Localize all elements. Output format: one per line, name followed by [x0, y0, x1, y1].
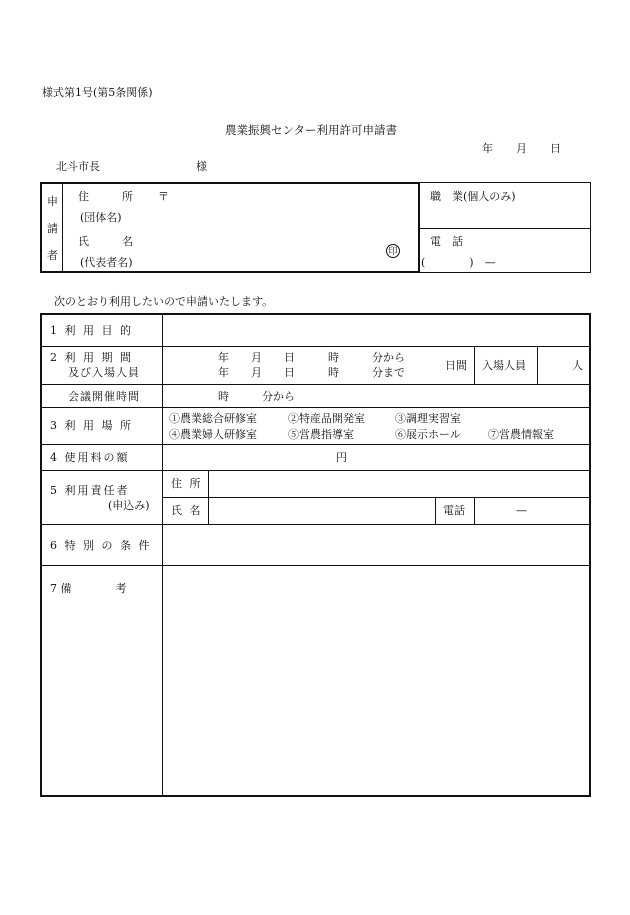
resp-phone-label: 電話	[443, 504, 465, 517]
period-from: 年 月 日 時 分から	[218, 351, 405, 364]
people-unit: 人	[572, 359, 583, 372]
address-label: 住 所	[78, 190, 133, 203]
resp-name-label: 氏 名	[171, 504, 203, 517]
place-label: 3 利 用 場 所	[50, 419, 133, 432]
purpose-label: 1 利 用 目 的	[50, 324, 133, 337]
row-divider	[41, 407, 590, 408]
room-option: ⑥展示ホール	[395, 428, 461, 441]
name-label: 氏 名	[78, 235, 133, 248]
row-divider	[41, 346, 590, 347]
resp-phone-dash: —	[516, 504, 527, 517]
row-divider	[41, 524, 590, 525]
fee-unit: 円	[336, 451, 347, 464]
addressee-honorific: 様	[196, 160, 207, 173]
phone-format: ( ) —	[421, 256, 496, 269]
room-option: ①農業総合研修室	[169, 412, 257, 425]
date-year: 年	[482, 142, 493, 155]
applicant-side-char: 申	[47, 195, 58, 208]
room-option: ③調理実習室	[395, 412, 461, 425]
period-to: 年 月 日 時 分まで	[218, 366, 405, 379]
fee-label: 4 使用料の額	[50, 451, 130, 464]
room-option: ②特産品開発室	[288, 412, 365, 425]
meeting-label: 会議開催時間	[68, 390, 140, 403]
org-name-label: (団体名)	[80, 211, 122, 224]
room-option: ⑦営農情報室	[488, 428, 554, 441]
special-label: 6 特 別 の 条 件	[50, 539, 152, 552]
resp-phone-left-divider	[435, 498, 436, 524]
room-option: ⑤営農指導室	[288, 428, 354, 441]
applicant-side-char: 請	[47, 222, 58, 235]
occupation-label: 職 業(個人のみ)	[430, 190, 516, 203]
resp-sub-divider	[208, 471, 209, 524]
row-divider-partial	[162, 497, 590, 498]
rep-name-label: (代表者名)	[80, 256, 133, 269]
meeting-time: 時 分から	[218, 390, 295, 403]
label-column-divider	[162, 314, 163, 796]
period-label-line2: 及び入場人員	[68, 366, 140, 379]
resp-address-label: 住 所	[171, 477, 203, 490]
resp-phone-right-divider	[474, 498, 475, 524]
form-number: 様式第1号(第5条関係)	[42, 86, 153, 99]
attendees-label: 入場人員	[482, 359, 526, 372]
period-label-line1: 2 利 用 期 間	[50, 351, 133, 364]
form-title: 農業振興センター利用許可申請書	[225, 123, 398, 137]
date-month: 月	[516, 142, 527, 155]
intro-text: 次のとおり利用したいので申請いたします。	[54, 295, 274, 308]
responsible-label-line1: 5 利用責任者	[50, 484, 130, 497]
row-divider	[41, 470, 590, 471]
addressee-name: 北斗市長	[56, 160, 100, 173]
room-option: ④農業婦人研修室	[169, 428, 257, 441]
phone-label: 電 話	[430, 235, 463, 248]
postal-mark: 〒	[158, 190, 169, 203]
applicant-right-divider	[419, 228, 590, 229]
row-divider	[41, 444, 590, 445]
remarks-label: 7 備 考	[50, 582, 127, 595]
responsible-label-line2: (申込み)	[108, 499, 150, 512]
main-table-border	[40, 313, 591, 797]
row-divider	[41, 565, 590, 566]
date-day: 日	[550, 142, 561, 155]
seal-mark: 印	[386, 244, 400, 258]
days-unit: 日間	[445, 359, 467, 372]
applicant-side-divider	[62, 183, 63, 272]
attendees-right-divider	[537, 347, 538, 384]
applicant-side-char: 者	[47, 249, 58, 262]
attendees-left-divider	[474, 347, 475, 384]
row-divider	[41, 384, 590, 385]
